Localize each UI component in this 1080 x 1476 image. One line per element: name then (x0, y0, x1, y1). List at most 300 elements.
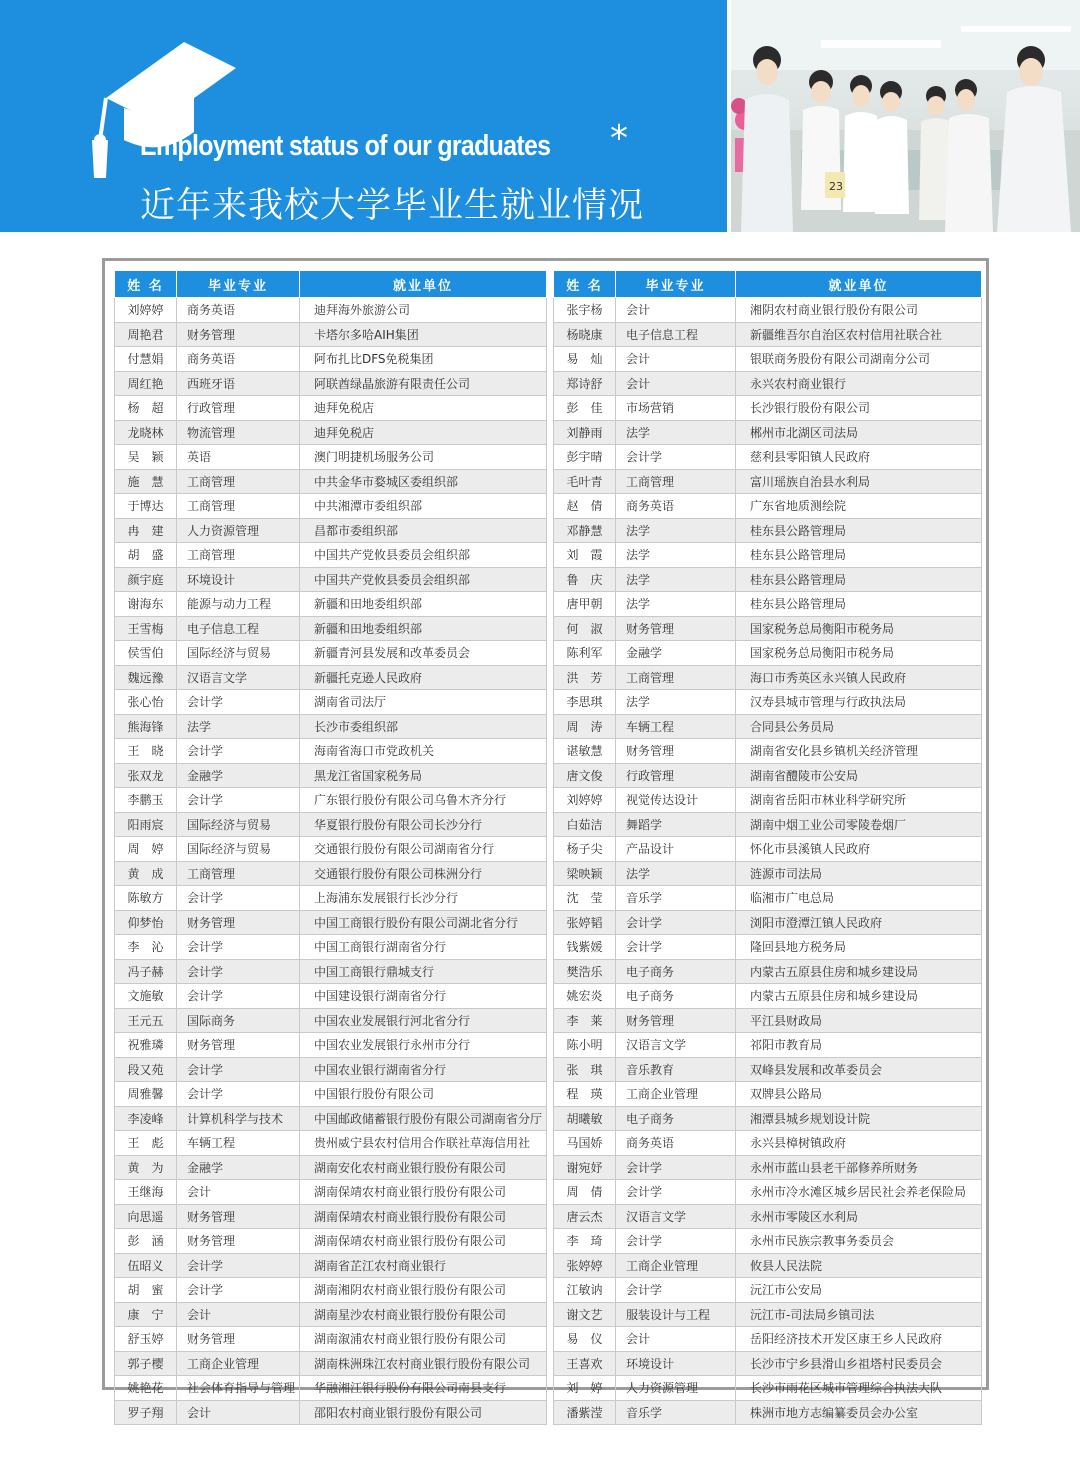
table-row (115, 1057, 547, 1082)
table-row (115, 959, 547, 984)
major-cell: 西班牙语 (177, 371, 300, 396)
table-row (554, 1082, 982, 1107)
table-row (554, 886, 982, 911)
major-cell: 会计学 (616, 935, 736, 960)
graduate-name-cell: 冉 建 (115, 518, 177, 543)
employer-cell: 新疆和田地委组织部 (300, 592, 547, 617)
graduation-cap-icon (76, 36, 246, 186)
employer-cell: 永州市冷水滩区城乡居民社会养老保险局 (736, 1180, 982, 1205)
employer-cell: 怀化市县溪镇人民政府 (736, 837, 982, 862)
employer-cell: 国家税务总局衡阳市税务局 (736, 641, 982, 666)
table-body-left (115, 298, 547, 1425)
graduate-name-cell: 周艳君 (115, 322, 177, 347)
employer-cell: 湘潭县城乡规划设计院 (736, 1106, 982, 1131)
major-cell: 财务管理 (177, 1033, 300, 1058)
graduate-name-cell: 王 晓 (115, 739, 177, 764)
major-cell: 会计 (177, 1400, 300, 1425)
graduate-name-cell: 沈 莹 (554, 886, 616, 911)
major-cell: 会计学 (616, 1180, 736, 1205)
graduate-name-cell: 彭 佳 (554, 396, 616, 421)
employer-cell: 华融湘江银行股份有限公司南县支行 (300, 1376, 547, 1401)
number-sign: 23 (829, 180, 843, 193)
table-row (115, 1131, 547, 1156)
major-cell: 会计学 (177, 690, 300, 715)
table-row (554, 665, 982, 690)
graduate-name-cell: 邓静慧 (554, 518, 616, 543)
major-cell: 汉语言文学 (616, 1033, 736, 1058)
employer-cell: 澳门明捷机场服务公司 (300, 445, 547, 470)
employer-cell: 中国农业发展银行永州市分行 (300, 1033, 547, 1058)
graduate-name-cell: 潘紫滢 (554, 1400, 616, 1425)
graduate-name-cell: 何 淑 (554, 616, 616, 641)
major-cell: 会计学 (616, 1155, 736, 1180)
table-row (115, 371, 547, 396)
table-row (554, 1131, 982, 1156)
table-row (554, 1008, 982, 1033)
employer-cell: 平江县财政局 (736, 1008, 982, 1033)
major-cell: 法学 (177, 714, 300, 739)
major-cell: 会计 (616, 347, 736, 372)
employer-cell: 湖南星沙农村商业银行股份有限公司 (300, 1302, 547, 1327)
graduate-name-cell: 侯雪伯 (115, 641, 177, 666)
graduate-name-cell: 胡曦敏 (554, 1106, 616, 1131)
graduate-name-cell: 施 慧 (115, 469, 177, 494)
graduate-name-cell: 谢宛妤 (554, 1155, 616, 1180)
graduate-name-cell: 王 彪 (115, 1131, 177, 1156)
employer-cell: 上海浦东发展银行长沙分行 (300, 886, 547, 911)
employer-cell: 湖南省安化县乡镇机关经济管理 (736, 739, 982, 764)
table-row (115, 1229, 547, 1254)
graduate-name-cell: 李 莱 (554, 1008, 616, 1033)
table-row (115, 1033, 547, 1058)
employer-cell: 沅江市-司法局乡镇司法 (736, 1302, 982, 1327)
employer-cell: 桂东县公路管理局 (736, 518, 982, 543)
graduate-name-cell: 唐文俊 (554, 763, 616, 788)
employer-cell: 湖南省司法厅 (300, 690, 547, 715)
table-row (554, 1229, 982, 1254)
graduate-name-cell: 周 婷 (115, 837, 177, 862)
employment-table-left (114, 270, 547, 1425)
graduate-name-cell: 谢海东 (115, 592, 177, 617)
major-cell: 财务管理 (616, 616, 736, 641)
graduate-name-cell: 李鹏玉 (115, 788, 177, 813)
graduate-name-cell: 彭宇晴 (554, 445, 616, 470)
employer-cell: 桂东县公路管理局 (736, 567, 982, 592)
major-cell: 环境设计 (616, 1351, 736, 1376)
employer-cell: 新疆和田地委组织部 (300, 616, 547, 641)
major-cell: 工商企业管理 (616, 1253, 736, 1278)
employer-cell: 中国工商银行湖南省分行 (300, 935, 547, 960)
graduate-name-cell: 张心怡 (115, 690, 177, 715)
employer-cell: 永兴县樟树镇政府 (736, 1131, 982, 1156)
employer-cell: 中国银行股份有限公司 (300, 1082, 547, 1107)
table-row (554, 1057, 982, 1082)
employer-cell: 富川瑶族自治县水利局 (736, 469, 982, 494)
graduate-name-cell: 伍昭义 (115, 1253, 177, 1278)
graduate-name-cell: 康 宁 (115, 1302, 177, 1327)
graduate-name-cell: 周 涛 (554, 714, 616, 739)
employer-cell: 中国农业银行湖南省分行 (300, 1057, 547, 1082)
employer-cell: 湖南保靖农村商业银行股份有限公司 (300, 1204, 547, 1229)
employer-cell: 祁阳市教育局 (736, 1033, 982, 1058)
employer-cell: 中国建设银行湖南省分行 (300, 984, 547, 1009)
table-row (554, 371, 982, 396)
table-row (554, 641, 982, 666)
graduate-name-cell: 胡 蜜 (115, 1278, 177, 1303)
graduate-name-cell: 杨子尖 (554, 837, 616, 862)
table-row (554, 567, 982, 592)
table-row (554, 1253, 982, 1278)
table-row (115, 543, 547, 568)
graduate-name-cell: 付慧娟 (115, 347, 177, 372)
table-row (115, 567, 547, 592)
graduate-name-cell: 江敏讷 (554, 1278, 616, 1303)
graduate-name-cell: 王雪梅 (115, 616, 177, 641)
employer-cell: 永州市零陵区水利局 (736, 1204, 982, 1229)
major-cell: 会计学 (177, 1057, 300, 1082)
column-header-employer: 就业单位 (736, 271, 982, 298)
table-row (554, 763, 982, 788)
major-cell: 商务英语 (616, 1131, 736, 1156)
column-header-major: 毕业专业 (616, 271, 736, 298)
major-cell: 汉语言文学 (177, 665, 300, 690)
major-cell: 工商管理 (177, 494, 300, 519)
employer-cell: 岳阳经济技术开发区康王乡人民政府 (736, 1327, 982, 1352)
employer-cell: 迪拜免税店 (300, 420, 547, 445)
table-row (115, 641, 547, 666)
table-body-right (554, 298, 982, 1425)
major-cell: 市场营销 (616, 396, 736, 421)
column-header-name: 姓 名 (115, 271, 177, 298)
major-cell: 服装设计与工程 (616, 1302, 736, 1327)
graduate-name-cell: 黄 为 (115, 1155, 177, 1180)
major-cell: 会计学 (177, 739, 300, 764)
employer-cell: 慈利县零阳镇人民政府 (736, 445, 982, 470)
graduate-name-cell: 刘静雨 (554, 420, 616, 445)
graduate-name-cell: 罗子翔 (115, 1400, 177, 1425)
major-cell: 会计 (616, 371, 736, 396)
major-cell: 财务管理 (177, 1229, 300, 1254)
table-row (115, 1180, 547, 1205)
employer-cell: 贵州威宁县农村信用合作联社草海信用社 (300, 1131, 547, 1156)
table-row (554, 739, 982, 764)
table-row (554, 616, 982, 641)
graduate-name-cell: 冯子赫 (115, 959, 177, 984)
table-row (554, 518, 982, 543)
graduate-name-cell: 赵 倩 (554, 494, 616, 519)
major-cell: 会计学 (177, 959, 300, 984)
major-cell: 车辆工程 (177, 1131, 300, 1156)
employer-cell: 交通银行股份有限公司株洲分行 (300, 861, 547, 886)
title-english: Employment status of our graduates (140, 130, 551, 162)
table-row (115, 665, 547, 690)
graduate-name-cell: 龙晓林 (115, 420, 177, 445)
graduate-name-cell: 郑诗舒 (554, 371, 616, 396)
major-cell: 法学 (616, 420, 736, 445)
major-cell: 电子商务 (616, 959, 736, 984)
graduate-name-cell: 文施敏 (115, 984, 177, 1009)
employer-cell: 沅江市公安局 (736, 1278, 982, 1303)
graduate-name-cell: 李凌峰 (115, 1106, 177, 1131)
employer-cell: 湖南省岳阳市林业科学研究所 (736, 788, 982, 813)
major-cell: 金融学 (177, 763, 300, 788)
employer-cell: 中国邮政储蓄银行股份有限公司湖南省分厅 (300, 1106, 547, 1131)
table-row (554, 494, 982, 519)
employer-cell: 湖南湘阴农村商业银行股份有限公司 (300, 1278, 547, 1303)
major-cell: 金融学 (177, 1155, 300, 1180)
table-row (115, 1253, 547, 1278)
major-cell: 行政管理 (616, 763, 736, 788)
table-row (115, 837, 547, 862)
graduate-name-cell: 樊浩乐 (554, 959, 616, 984)
table-row (115, 592, 547, 617)
graduate-name-cell: 刘婷婷 (115, 298, 177, 323)
graduate-name-cell: 李 琦 (554, 1229, 616, 1254)
major-cell: 法学 (616, 690, 736, 715)
table-row (115, 494, 547, 519)
table-row (115, 788, 547, 813)
graduate-name-cell: 洪 芳 (554, 665, 616, 690)
table-row (554, 690, 982, 715)
column-header-major: 毕业专业 (177, 271, 300, 298)
table-row (115, 861, 547, 886)
table-row (554, 1351, 982, 1376)
major-cell: 会计学 (177, 1253, 300, 1278)
table-row (115, 518, 547, 543)
table-row (554, 1327, 982, 1352)
graduate-name-cell: 仰梦怡 (115, 910, 177, 935)
graduate-name-cell: 彭 涵 (115, 1229, 177, 1254)
employer-cell: 攸县人民法院 (736, 1253, 982, 1278)
table-row (554, 959, 982, 984)
table-row (115, 910, 547, 935)
major-cell: 工商管理 (177, 469, 300, 494)
table-row (554, 347, 982, 372)
employer-cell: 昌都市委组织部 (300, 518, 547, 543)
employer-cell: 湖南株洲珠江农村商业银行股份有限公司 (300, 1351, 547, 1376)
graduate-name-cell: 唐云杰 (554, 1204, 616, 1229)
employer-cell: 湘阴农村商业银行股份有限公司 (736, 298, 982, 323)
graduate-name-cell: 张宇杨 (554, 298, 616, 323)
graduate-name-cell: 张婷婷 (554, 1253, 616, 1278)
graduate-name-cell: 李 沁 (115, 935, 177, 960)
graduate-name-cell: 白茹洁 (554, 812, 616, 837)
graduate-name-cell: 陈小明 (554, 1033, 616, 1058)
table-row (554, 322, 982, 347)
major-cell: 会计学 (616, 1229, 736, 1254)
graduate-name-cell: 李思琪 (554, 690, 616, 715)
employer-cell: 新疆托克逊人民政府 (300, 665, 547, 690)
table-row (115, 322, 547, 347)
employer-cell: 中国共产党攸县委员会组织部 (300, 543, 547, 568)
major-cell: 车辆工程 (616, 714, 736, 739)
employer-cell: 永兴农村商业银行 (736, 371, 982, 396)
employer-cell: 湖南保靖农村商业银行股份有限公司 (300, 1180, 547, 1205)
employer-cell: 新疆维吾尔自治区农村信用社联合社 (736, 322, 982, 347)
graduate-name-cell: 魏远豫 (115, 665, 177, 690)
graduate-name-cell: 杨晓康 (554, 322, 616, 347)
employer-cell: 海口市秀英区永兴镇人民政府 (736, 665, 982, 690)
table-row (115, 739, 547, 764)
table-row (554, 984, 982, 1009)
employer-cell: 涟源市司法局 (736, 861, 982, 886)
major-cell: 会计学 (616, 910, 736, 935)
employer-cell: 阿联酋绿晶旅游有限责任公司 (300, 371, 547, 396)
major-cell: 物流管理 (177, 420, 300, 445)
employer-cell: 黑龙江省国家税务局 (300, 763, 547, 788)
major-cell: 法学 (616, 861, 736, 886)
table-row (554, 1155, 982, 1180)
table-row (554, 1376, 982, 1401)
graduate-name-cell: 谢文艺 (554, 1302, 616, 1327)
employment-table-right (553, 270, 982, 1425)
major-cell: 会计学 (177, 935, 300, 960)
employer-cell: 中共湘潭市委组织部 (300, 494, 547, 519)
table-row (115, 984, 547, 1009)
title-star: * (610, 118, 628, 159)
graduate-name-cell: 向思遥 (115, 1204, 177, 1229)
major-cell: 音乐学 (616, 886, 736, 911)
major-cell: 会计学 (177, 886, 300, 911)
table-row (554, 1180, 982, 1205)
employer-cell: 湖南省芷江农村商业银行 (300, 1253, 547, 1278)
major-cell: 行政管理 (177, 396, 300, 421)
table-row (554, 1106, 982, 1131)
employer-cell: 浏阳市澄潭江镇人民政府 (736, 910, 982, 935)
major-cell: 会计 (616, 298, 736, 323)
major-cell: 财务管理 (616, 739, 736, 764)
employer-cell: 内蒙古五原县住房和城乡建设局 (736, 959, 982, 984)
graduate-name-cell: 梁映颖 (554, 861, 616, 886)
graduate-name-cell: 张婷韬 (554, 910, 616, 935)
major-cell: 电子信息工程 (616, 322, 736, 347)
table-row (115, 690, 547, 715)
major-cell: 国际经济与贸易 (177, 837, 300, 862)
major-cell: 人力资源管理 (177, 518, 300, 543)
major-cell: 音乐教育 (616, 1057, 736, 1082)
major-cell: 产品设计 (616, 837, 736, 862)
major-cell: 财务管理 (616, 1008, 736, 1033)
major-cell: 会计学 (177, 1082, 300, 1107)
graduate-name-cell: 胡 盛 (115, 543, 177, 568)
table-row (554, 1400, 982, 1425)
graduate-name-cell: 周红艳 (115, 371, 177, 396)
table-row (115, 1351, 547, 1376)
employer-cell: 广东省地质测绘院 (736, 494, 982, 519)
employer-cell: 桂东县公路管理局 (736, 543, 982, 568)
employment-table-frame (102, 258, 989, 1420)
graduate-name-cell: 刘 霞 (554, 543, 616, 568)
campus-photo (731, 0, 1080, 232)
major-cell: 工商管理 (616, 469, 736, 494)
header-banner (0, 0, 727, 232)
graduate-name-cell: 钱紫媛 (554, 935, 616, 960)
table-row (115, 1376, 547, 1401)
table-row (554, 812, 982, 837)
major-cell: 音乐学 (616, 1400, 736, 1425)
major-cell: 工商企业管理 (177, 1351, 300, 1376)
major-cell: 人力资源管理 (616, 1376, 736, 1401)
table-row (554, 1278, 982, 1303)
major-cell: 会计 (177, 1302, 300, 1327)
major-cell: 汉语言文学 (616, 1204, 736, 1229)
major-cell: 会计学 (616, 1278, 736, 1303)
major-cell: 工商管理 (177, 861, 300, 886)
table-row (554, 469, 982, 494)
table-row (554, 1204, 982, 1229)
table-row (115, 469, 547, 494)
major-cell: 商务英语 (177, 347, 300, 372)
graduate-name-cell: 刘婷婷 (554, 788, 616, 813)
table-row (554, 788, 982, 813)
table-row (554, 445, 982, 470)
graduate-name-cell: 唐甲朝 (554, 592, 616, 617)
table-row (115, 445, 547, 470)
graduate-name-cell: 祝雅璘 (115, 1033, 177, 1058)
major-cell: 电子商务 (616, 984, 736, 1009)
employer-cell: 合同县公务员局 (736, 714, 982, 739)
employer-cell: 银联商务股份有限公司湖南分公司 (736, 347, 982, 372)
graduate-name-cell: 吴 颖 (115, 445, 177, 470)
major-cell: 商务英语 (177, 298, 300, 323)
major-cell: 英语 (177, 445, 300, 470)
major-cell: 财务管理 (177, 1327, 300, 1352)
graduate-name-cell: 毛叶青 (554, 469, 616, 494)
employer-cell: 临湘市广电总局 (736, 886, 982, 911)
graduate-name-cell: 郭子樱 (115, 1351, 177, 1376)
graduate-name-cell: 周雅馨 (115, 1082, 177, 1107)
graduate-name-cell: 王喜欢 (554, 1351, 616, 1376)
major-cell: 计算机科学与技术 (177, 1106, 300, 1131)
table-row (554, 298, 982, 323)
graduate-name-cell: 段又苑 (115, 1057, 177, 1082)
employer-cell: 内蒙古五原县住房和城乡建设局 (736, 984, 982, 1009)
graduate-name-cell: 鲁 庆 (554, 567, 616, 592)
major-cell: 能源与动力工程 (177, 592, 300, 617)
employer-cell: 华夏银行股份有限公司长沙分行 (300, 812, 547, 837)
title-chinese: 近年来我校大学毕业生就业情况 (140, 186, 645, 226)
employer-cell: 湖南溆浦农村商业银行股份有限公司 (300, 1327, 547, 1352)
graduate-name-cell: 马国娇 (554, 1131, 616, 1156)
table-row (115, 1400, 547, 1425)
graduate-name-cell: 王继海 (115, 1180, 177, 1205)
graduate-name-cell: 张双龙 (115, 763, 177, 788)
table-row (115, 347, 547, 372)
employer-cell: 湖南安化农村商业银行股份有限公司 (300, 1155, 547, 1180)
table-row (554, 837, 982, 862)
graduate-name-cell: 王元五 (115, 1008, 177, 1033)
table-header-row (115, 271, 547, 298)
major-cell: 视觉传达设计 (616, 788, 736, 813)
table-row (115, 1106, 547, 1131)
table-row (115, 886, 547, 911)
table-row (554, 1302, 982, 1327)
table-row (554, 543, 982, 568)
major-cell: 金融学 (616, 641, 736, 666)
major-cell: 会计学 (177, 984, 300, 1009)
employer-cell: 迪拜海外旅游公司 (300, 298, 547, 323)
employer-cell: 郴州市北湖区司法局 (736, 420, 982, 445)
employer-cell: 新疆青河县发展和改革委员会 (300, 641, 547, 666)
major-cell: 国际商务 (177, 1008, 300, 1033)
table-row (554, 592, 982, 617)
employer-cell: 广东银行股份有限公司乌鲁木齐分行 (300, 788, 547, 813)
employer-cell: 迪拜免税店 (300, 396, 547, 421)
employer-cell: 长沙市委组织部 (300, 714, 547, 739)
major-cell: 电子商务 (616, 1106, 736, 1131)
graduate-name-cell: 于博达 (115, 494, 177, 519)
employer-cell: 汉寿县城市管理与行政执法局 (736, 690, 982, 715)
